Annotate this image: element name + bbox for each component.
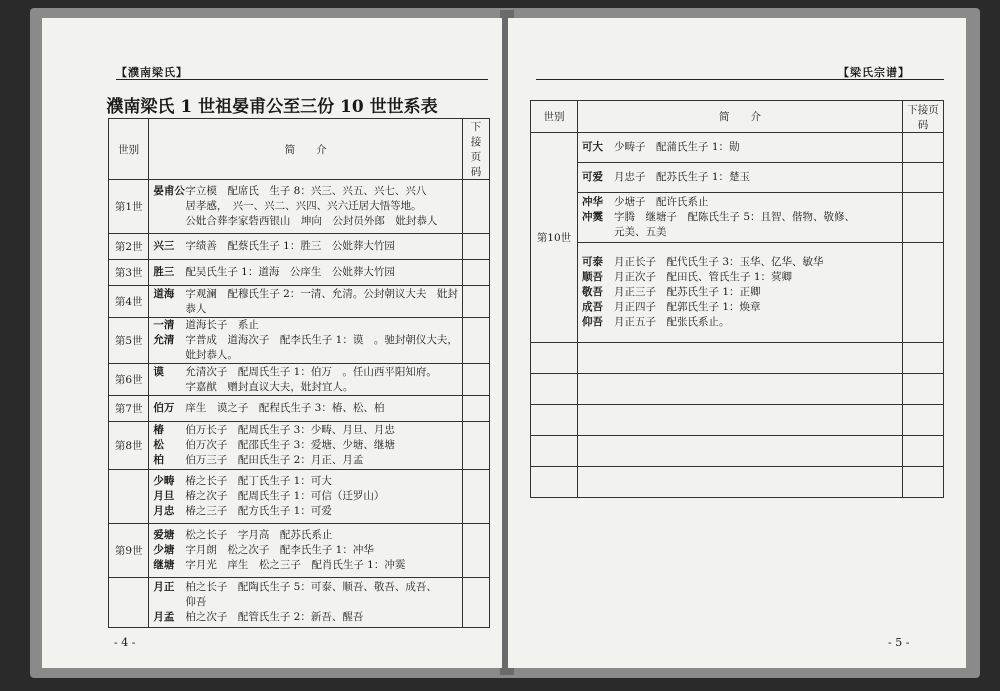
entry-line: [153, 333, 458, 348]
person-description: 柏之长子 配陶氏生子 5：可泰、顺吾、敬吾、成吾、: [185, 581, 437, 593]
next-page-cell: [903, 163, 944, 193]
left-header-rule: [116, 79, 488, 80]
person-name: 可大: [582, 141, 603, 153]
next-page-cell: [462, 234, 489, 260]
entry-line: [153, 265, 458, 280]
right-page-header: 【梁氏宗谱】: [838, 66, 910, 79]
table-row: [109, 260, 490, 286]
person-description: 伯万次子 配邵氏生子 3：爱塘、少塘、继塘: [185, 439, 395, 451]
empty-cell: [578, 374, 903, 405]
person-name: 顺吾: [582, 271, 603, 283]
person-name: 松: [153, 439, 164, 451]
person-description: 字观澜 配穆氏生子 2：一清、允清。公封朝议大夫 妣封: [185, 287, 458, 300]
entry-line: [153, 401, 458, 416]
entry-line: [582, 300, 898, 315]
table-row: [109, 286, 490, 318]
person-description: 椿之次子 配周氏生子 1：可信（迁罗山）: [185, 490, 385, 502]
intro-cell: [149, 180, 463, 234]
person-description: 伯万长子 配周氏生子 3：少畴、月旦、月忠: [185, 424, 395, 436]
intro-cell: [578, 133, 903, 163]
person-description: 字腾 继塘子 配陈氏生子 5：且智、偕物、敬修、: [614, 211, 856, 223]
generation-cell: 第9世: [109, 524, 149, 578]
person-description: 椿之三子 配方氏生子 1：可爱: [185, 505, 332, 517]
person-name: 仰吾: [582, 316, 603, 328]
person-description: 恭人: [185, 302, 207, 315]
next-page-cell: [462, 260, 489, 286]
person-description: 月正五子 配张氏系止。: [614, 316, 730, 328]
intro-cell: [149, 470, 463, 524]
empty-cell: [578, 467, 903, 498]
person-description: 月忠子 配苏氏生子 1：楚玉: [614, 171, 751, 183]
person-name: 兴三: [153, 240, 175, 252]
col-header-generation: 世别: [531, 101, 578, 133]
right-page-number: - 5 -: [888, 636, 910, 649]
entry-line: [153, 214, 458, 229]
empty-table-row: [531, 374, 944, 405]
table-row: [531, 243, 944, 343]
person-description: 字嘉猷 赠封直议大夫，妣封宜人。: [185, 380, 354, 393]
table-row: [109, 318, 490, 364]
person-description: 公妣合葬李家砦西银山 坤向 公封员外郎 妣封恭人: [185, 215, 438, 227]
col-header-intro: 简 介: [578, 101, 903, 133]
person-name: 冲华: [582, 196, 603, 208]
generation-cell: 第7世: [109, 396, 149, 422]
person-name: 月孟: [153, 611, 175, 623]
person-description: 伯万三子 配田氏生子 2：月正、月孟: [185, 454, 364, 466]
entry-line: [582, 270, 898, 285]
intro-cell: [578, 163, 903, 193]
next-page-cell: [462, 364, 489, 396]
empty-table-row: [531, 436, 944, 467]
col-header-intro: 简 介: [149, 119, 463, 180]
empty-cell: [578, 405, 903, 436]
person-name: 月旦: [153, 490, 175, 502]
generation-cell: 第8世: [109, 422, 149, 470]
person-description: 配吴氏生子 1：道海 公庠生 公妣葬大竹园: [185, 266, 395, 278]
intro-cell: [149, 260, 463, 286]
entry-line: [153, 610, 458, 625]
intro-cell: [149, 422, 463, 470]
person-name: 少塘: [153, 544, 175, 556]
table-row: [531, 193, 944, 243]
intro-cell: [578, 243, 903, 343]
generation-cell: 第2世: [109, 234, 149, 260]
entry-line: [153, 365, 458, 380]
person-name: 允清: [153, 334, 175, 346]
person-name: 月正: [153, 581, 175, 593]
entry-line: [582, 285, 898, 300]
person-name: 冲霙: [582, 211, 603, 223]
entry-line: [153, 580, 458, 595]
person-name: 胜三: [153, 266, 175, 278]
entry-line: [582, 225, 898, 240]
person-description: 柏之次子 配管氏生子 2：新吾、醒吾: [185, 611, 364, 623]
next-page-cell: [903, 133, 944, 163]
person-description: 仰吾: [185, 596, 207, 608]
entry-line: [153, 423, 458, 438]
entry-line: [582, 315, 898, 330]
entry-line: [153, 348, 458, 363]
col-header-generation: 世别: [109, 119, 149, 180]
person-description: 月正次子 配田氏、管氏生子 1：蓂卿: [614, 271, 793, 283]
generation-cell: 第5世: [109, 318, 149, 364]
intro-cell: [578, 193, 903, 243]
left-page-header: 【濮南梁氏】: [116, 66, 188, 79]
empty-cell: [578, 436, 903, 467]
person-description: 妣封恭人。: [185, 349, 238, 361]
person-name: 继塘: [153, 559, 175, 571]
empty-cell: [903, 343, 944, 374]
generation-cell: [109, 578, 149, 628]
entry-line: [153, 558, 458, 573]
entry-line: [153, 595, 458, 610]
entry-line: [153, 287, 458, 302]
generation-cell: 第6世: [109, 364, 149, 396]
entry-line: [153, 489, 458, 504]
empty-cell: [531, 343, 578, 374]
person-name: 可泰: [582, 256, 603, 268]
next-page-cell: [903, 243, 944, 343]
intro-cell: [149, 318, 463, 364]
entry-line: [153, 318, 458, 333]
table-row: [109, 470, 490, 524]
table-row: [109, 180, 490, 234]
genealogy-table-left: [108, 118, 490, 628]
person-name: 晏甫公: [153, 185, 185, 197]
person-name: 可爱: [582, 171, 603, 183]
generation-cell: 第4世: [109, 286, 149, 318]
intro-cell: [149, 364, 463, 396]
empty-table-row: [531, 343, 944, 374]
empty-table-row: [531, 467, 944, 498]
entry-line: [582, 255, 898, 270]
person-description: 少塘子 配许氏系止: [614, 196, 709, 208]
generation-cell: 第3世: [109, 260, 149, 286]
intro-cell: [149, 286, 463, 318]
person-description: 月正四子 配郭氏生子 1：焕章: [614, 301, 761, 313]
entry-line: [582, 170, 898, 185]
next-page-cell: [462, 524, 489, 578]
entry-line: [153, 184, 458, 199]
empty-cell: [578, 343, 903, 374]
genealogy-table-right: [530, 100, 944, 498]
empty-cell: [531, 374, 578, 405]
generation-cell: [109, 470, 149, 524]
person-name: 柏: [153, 454, 164, 466]
intro-cell: [149, 234, 463, 260]
col-header-next-page: 下接页码: [903, 101, 944, 133]
person-name: 成吾: [582, 301, 603, 313]
entry-line: [153, 380, 458, 395]
empty-cell: [531, 436, 578, 467]
table-row: [109, 578, 490, 628]
empty-cell: [531, 405, 578, 436]
entry-line: [153, 302, 458, 317]
empty-cell: [903, 405, 944, 436]
next-page-cell: [462, 422, 489, 470]
entry-line: [153, 453, 458, 468]
empty-table-row: [531, 405, 944, 436]
empty-cell: [903, 467, 944, 498]
col-header-next-page: 下接页码: [462, 119, 489, 180]
person-description: 允清次子 配周氏生子 1：伯万 。任山西平阳知府。: [185, 365, 437, 378]
table-row: [109, 524, 490, 578]
person-name: 谟: [153, 365, 164, 378]
person-description: 元美、五美: [614, 226, 667, 238]
person-description: 字月朗 松之次子 配李氏生子 1：冲华: [185, 544, 374, 556]
entry-line: [153, 438, 458, 453]
person-description: 字月光 庠生 松之三子 配肖氏生子 1：冲霙: [185, 559, 406, 571]
entry-line: [153, 199, 458, 214]
next-page-cell: [462, 286, 489, 318]
next-page-cell: [462, 318, 489, 364]
empty-cell: [531, 467, 578, 498]
generation-cell: 第10世: [531, 133, 578, 343]
entry-line: [153, 543, 458, 558]
entry-line: [582, 210, 898, 225]
person-description: 居孝感， 兴一、兴二、兴四、兴六迁居大悟等地。: [185, 200, 422, 212]
entry-line: [153, 504, 458, 519]
person-description: 松之长子 字月高 配苏氏系止: [185, 529, 333, 541]
person-name: 爱塘: [153, 529, 175, 541]
next-page-cell: [462, 578, 489, 628]
table-row: [109, 396, 490, 422]
person-name: 月忠: [153, 505, 175, 517]
person-description: 道海长子 系止: [185, 319, 259, 331]
person-description: 月正长子 配代氏生子 3：玉华、亿华、敏华: [614, 256, 824, 268]
empty-cell: [903, 436, 944, 467]
entry-line: [153, 239, 458, 254]
entry-line: [582, 140, 898, 155]
person-description: 字绩善 配蔡氏生子 1：胜三 公妣葬大竹园: [185, 240, 395, 252]
next-page-cell: [462, 180, 489, 234]
entry-line: [153, 474, 458, 489]
person-name: 敬吾: [582, 286, 603, 298]
intro-cell: [149, 578, 463, 628]
table-row: [531, 133, 944, 163]
person-description: 字普成 道海次子 配李氏生子 1：谟 。驰封朝仪大夫，: [185, 334, 458, 346]
person-name: 少畴: [153, 475, 175, 487]
person-name: 道海: [153, 287, 175, 300]
intro-cell: [149, 396, 463, 422]
table-row: [109, 364, 490, 396]
person-description: 月正三子 配苏氏生子 1：正卿: [614, 286, 761, 298]
person-description: 少畴子 配蒲氏生子 1：勋: [614, 141, 740, 153]
intro-cell: [149, 524, 463, 578]
left-page: [42, 18, 502, 668]
right-page: [508, 18, 966, 668]
left-page-title: 濮南梁氏 1 世祖晏甫公至三份 10 世世系表: [106, 97, 438, 117]
empty-cell: [903, 374, 944, 405]
table-row: [531, 163, 944, 193]
person-name: 一清: [153, 319, 175, 331]
person-description: 字立模 配席氏 生子 8：兴三、兴五、兴七、兴八: [185, 185, 427, 197]
person-name: 椿: [153, 424, 164, 436]
entry-line: [153, 528, 458, 543]
left-page-number: - 4 -: [114, 636, 136, 649]
person-description: 椿之长子 配丁氏生子 1：可大: [185, 475, 332, 487]
table-row: [109, 234, 490, 260]
right-header-rule: [536, 79, 944, 80]
person-description: 庠生 谟之子 配程氏生子 3：椿、松、柏: [185, 402, 385, 414]
entry-line: [582, 195, 898, 210]
table-row: [109, 422, 490, 470]
next-page-cell: [462, 396, 489, 422]
person-name: 伯万: [153, 402, 175, 414]
next-page-cell: [462, 470, 489, 524]
generation-cell: 第1世: [109, 180, 149, 234]
next-page-cell: [903, 193, 944, 243]
